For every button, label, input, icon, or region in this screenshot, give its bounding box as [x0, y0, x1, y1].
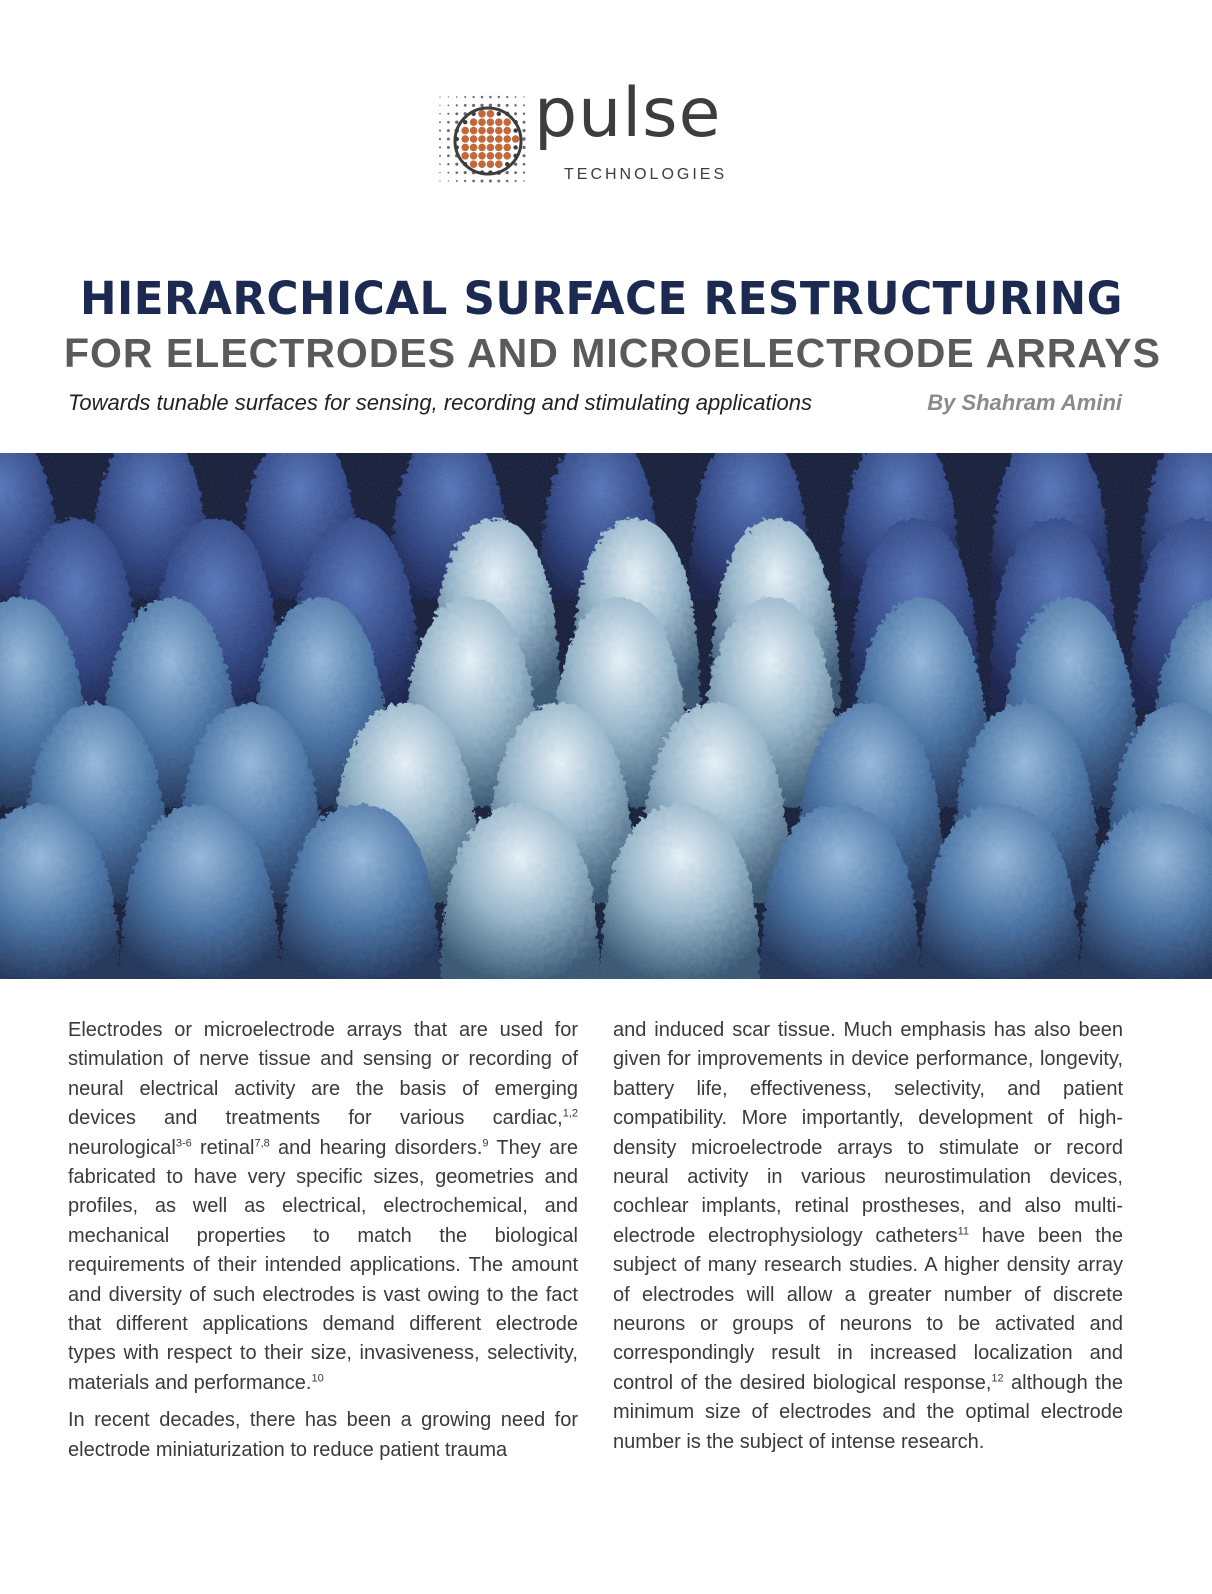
- logo-dot: [503, 118, 511, 126]
- logo-dot: [503, 152, 511, 160]
- logo-wordmark: pulse: [534, 74, 722, 153]
- logo-dot: [455, 163, 458, 166]
- article-title: HIERARCHICAL SURFACE RESTRUCTURING: [79, 272, 1123, 325]
- logo-dot: [447, 172, 449, 174]
- citation: 10: [311, 1372, 324, 1385]
- body-column-left: [68, 1016, 578, 1473]
- logo-dot: [464, 96, 466, 98]
- logo-dot: [439, 155, 441, 157]
- citation: 3-6: [175, 1136, 192, 1149]
- logo-dot: [447, 129, 450, 132]
- logo-dot: [495, 152, 503, 160]
- logo-dot: [503, 135, 511, 143]
- logo-dot: [461, 127, 469, 135]
- logo-dot: [439, 96, 440, 97]
- logo-dot: [513, 128, 517, 132]
- logo-dot: [470, 118, 478, 126]
- logo-dot: [456, 180, 458, 182]
- logo-dot: [455, 112, 458, 115]
- logo-dot: [478, 127, 486, 135]
- logo-dot: [503, 127, 511, 135]
- logo-dot: [523, 163, 526, 166]
- logo-dot: [472, 96, 474, 98]
- logo-dot: [487, 110, 495, 118]
- logo-dot: [472, 180, 475, 183]
- logo-dot: [522, 137, 525, 140]
- logo-dot: [495, 118, 503, 126]
- logo-dot: [487, 144, 495, 152]
- logo-dot: [472, 104, 475, 107]
- article-subtitle: FOR ELECTRODES AND MICROELECTRODE ARRAYS: [64, 330, 1161, 376]
- logo-dot: [522, 146, 525, 149]
- logo-dot: [487, 118, 495, 126]
- logo-dot: [470, 127, 478, 135]
- logo-dot: [456, 104, 458, 106]
- logo-dot: [498, 96, 500, 98]
- logo-dot: [470, 152, 478, 160]
- logo-dot: [456, 96, 458, 98]
- logo-dot: [515, 96, 517, 98]
- logo-dot: [523, 171, 525, 173]
- logo-dot: [514, 171, 517, 174]
- logo-subtitle: TECHNOLOGIES: [564, 166, 728, 183]
- logo-dot: [456, 171, 459, 174]
- logo-dot: [478, 144, 486, 152]
- logo-dot: [513, 145, 517, 149]
- logo-dot: [506, 96, 508, 98]
- logo-dot: [447, 113, 449, 115]
- logo-dot: [439, 163, 441, 165]
- logo-dot: [523, 104, 525, 106]
- logo-dot: [523, 121, 526, 124]
- logo-dot: [495, 144, 503, 152]
- logo-dot: [512, 135, 520, 143]
- logo-dot: [489, 96, 492, 99]
- logo-dot: [447, 163, 449, 165]
- citation: 12: [991, 1372, 1004, 1385]
- article-tagline: Towards tunable surfaces for sensing, recording and stimulating applications: [68, 390, 812, 415]
- logo-dot: [439, 172, 440, 173]
- logo-dot: [487, 135, 495, 143]
- logo-dot: [455, 121, 458, 124]
- logo-dot: [447, 121, 450, 124]
- logo-dot: [514, 112, 517, 115]
- citation: 1,2: [562, 1107, 578, 1120]
- logo-dot: [478, 152, 486, 160]
- logo-dot: [478, 160, 486, 168]
- citation: 9: [482, 1136, 489, 1149]
- body-column-right: [613, 1016, 1123, 1465]
- logo-dot: [464, 180, 466, 182]
- logo-dot: [503, 144, 511, 152]
- hero-micrograph-image: [0, 453, 1212, 979]
- logo-dot: [478, 135, 486, 143]
- logo-dot: [523, 113, 525, 115]
- logo-dot: [481, 96, 484, 99]
- citation: 11: [957, 1225, 970, 1238]
- pulse-dots-logo-icon: [436, 92, 528, 190]
- author-byline: By Shahram Amini: [927, 390, 1122, 415]
- paragraph: In recent decades, there has been a growing need for electrode miniaturization to reduce patient trauma: [68, 1409, 578, 1461]
- citation: 7,8: [254, 1136, 270, 1149]
- logo-dot: [522, 154, 525, 157]
- logo-dot: [478, 110, 486, 118]
- logo-dot: [506, 104, 509, 107]
- logo-dot: [497, 180, 500, 183]
- logo-dot: [495, 160, 503, 168]
- logo-dot: [439, 130, 441, 132]
- logo-dot: [448, 105, 450, 107]
- logo-dot: [495, 135, 503, 143]
- logo-dot: [515, 180, 517, 182]
- logo-dot: [461, 152, 469, 160]
- logo-dot: [481, 180, 484, 183]
- logo-dot: [489, 180, 492, 183]
- logo-dot: [447, 154, 450, 157]
- logo-dot: [522, 129, 525, 132]
- company-logo: [436, 74, 736, 192]
- logo-dot: [470, 144, 478, 152]
- logo-dot: [480, 104, 483, 107]
- logo-dot: [506, 180, 509, 183]
- logo-dot: [478, 118, 486, 126]
- logo-dot: [506, 171, 509, 174]
- logo-dot: [448, 180, 449, 181]
- logo-dot: [487, 152, 495, 160]
- logo-dot: [464, 171, 467, 174]
- logo-dot: [470, 135, 478, 143]
- paragraph: and induced scar tissue. Much emphasis has also been given for improvements in device performance, longevity, battery life, effectiveness, selectivity, and patient compatibility. More importantly, development of high-density microelectrode arrays to stimulate or record neural activity in various neurostimulation devices, cochlear implants, retinal prostheses, and also multi-electrode electrophysiology catheters$^{11}$ have been the subject of many research studies. A higher density array of electrodes will allow a greater number of discrete neurons or groups of neurons to be activated and correspondingly result in increased localization and control of the desired biological response,$^{12}$ although the minimum size of electrodes and the optimal electrode number is the subject of intense research.: [613, 1019, 1123, 1453]
- logo-dot: [514, 104, 516, 106]
- logo-dot: [439, 113, 440, 114]
- logo-dot: [487, 127, 495, 135]
- logo-dot: [464, 104, 467, 107]
- logo-dot: [523, 96, 524, 97]
- logo-dot: [487, 160, 495, 168]
- logo-dot: [439, 121, 441, 123]
- logo-dot: [439, 146, 441, 148]
- logo-dot: [497, 112, 501, 116]
- logo-dot: [439, 138, 441, 140]
- logo-dot: [447, 146, 450, 149]
- logo-dot: [439, 180, 440, 181]
- logo-dot: [470, 160, 478, 168]
- logo-dot: [523, 180, 525, 182]
- logo-dot: [439, 105, 440, 106]
- logo-dot: [447, 137, 450, 140]
- logo-dot: [497, 104, 500, 107]
- logo-dot: [461, 144, 469, 152]
- paragraph: Electrodes or microelectrode arrays that are used for stimulation of nerve tissue and sensing or recording of neural electrical activity are the basis of emerging devices and treatments for various cardiac,$^{1,2}$ neurological$^{3-6}$ retinal$^{7,8}$ and hearing disorders.$^9$ They are fabricated to have very specific sizes, geometries and profiles, as well as electrical, electrochemical, and mechanical properties to match the biological requirements of their intended applications. The amount and diversity of such electrodes is vast owing to the fact that different applications demand different electrode types with respect to their size, invasiveness, selectivity, materials and performance.$^{10}$: [68, 1019, 578, 1394]
- logo-dot: [495, 127, 503, 135]
- logo-dot: [461, 135, 469, 143]
- logo-dot: [448, 96, 449, 97]
